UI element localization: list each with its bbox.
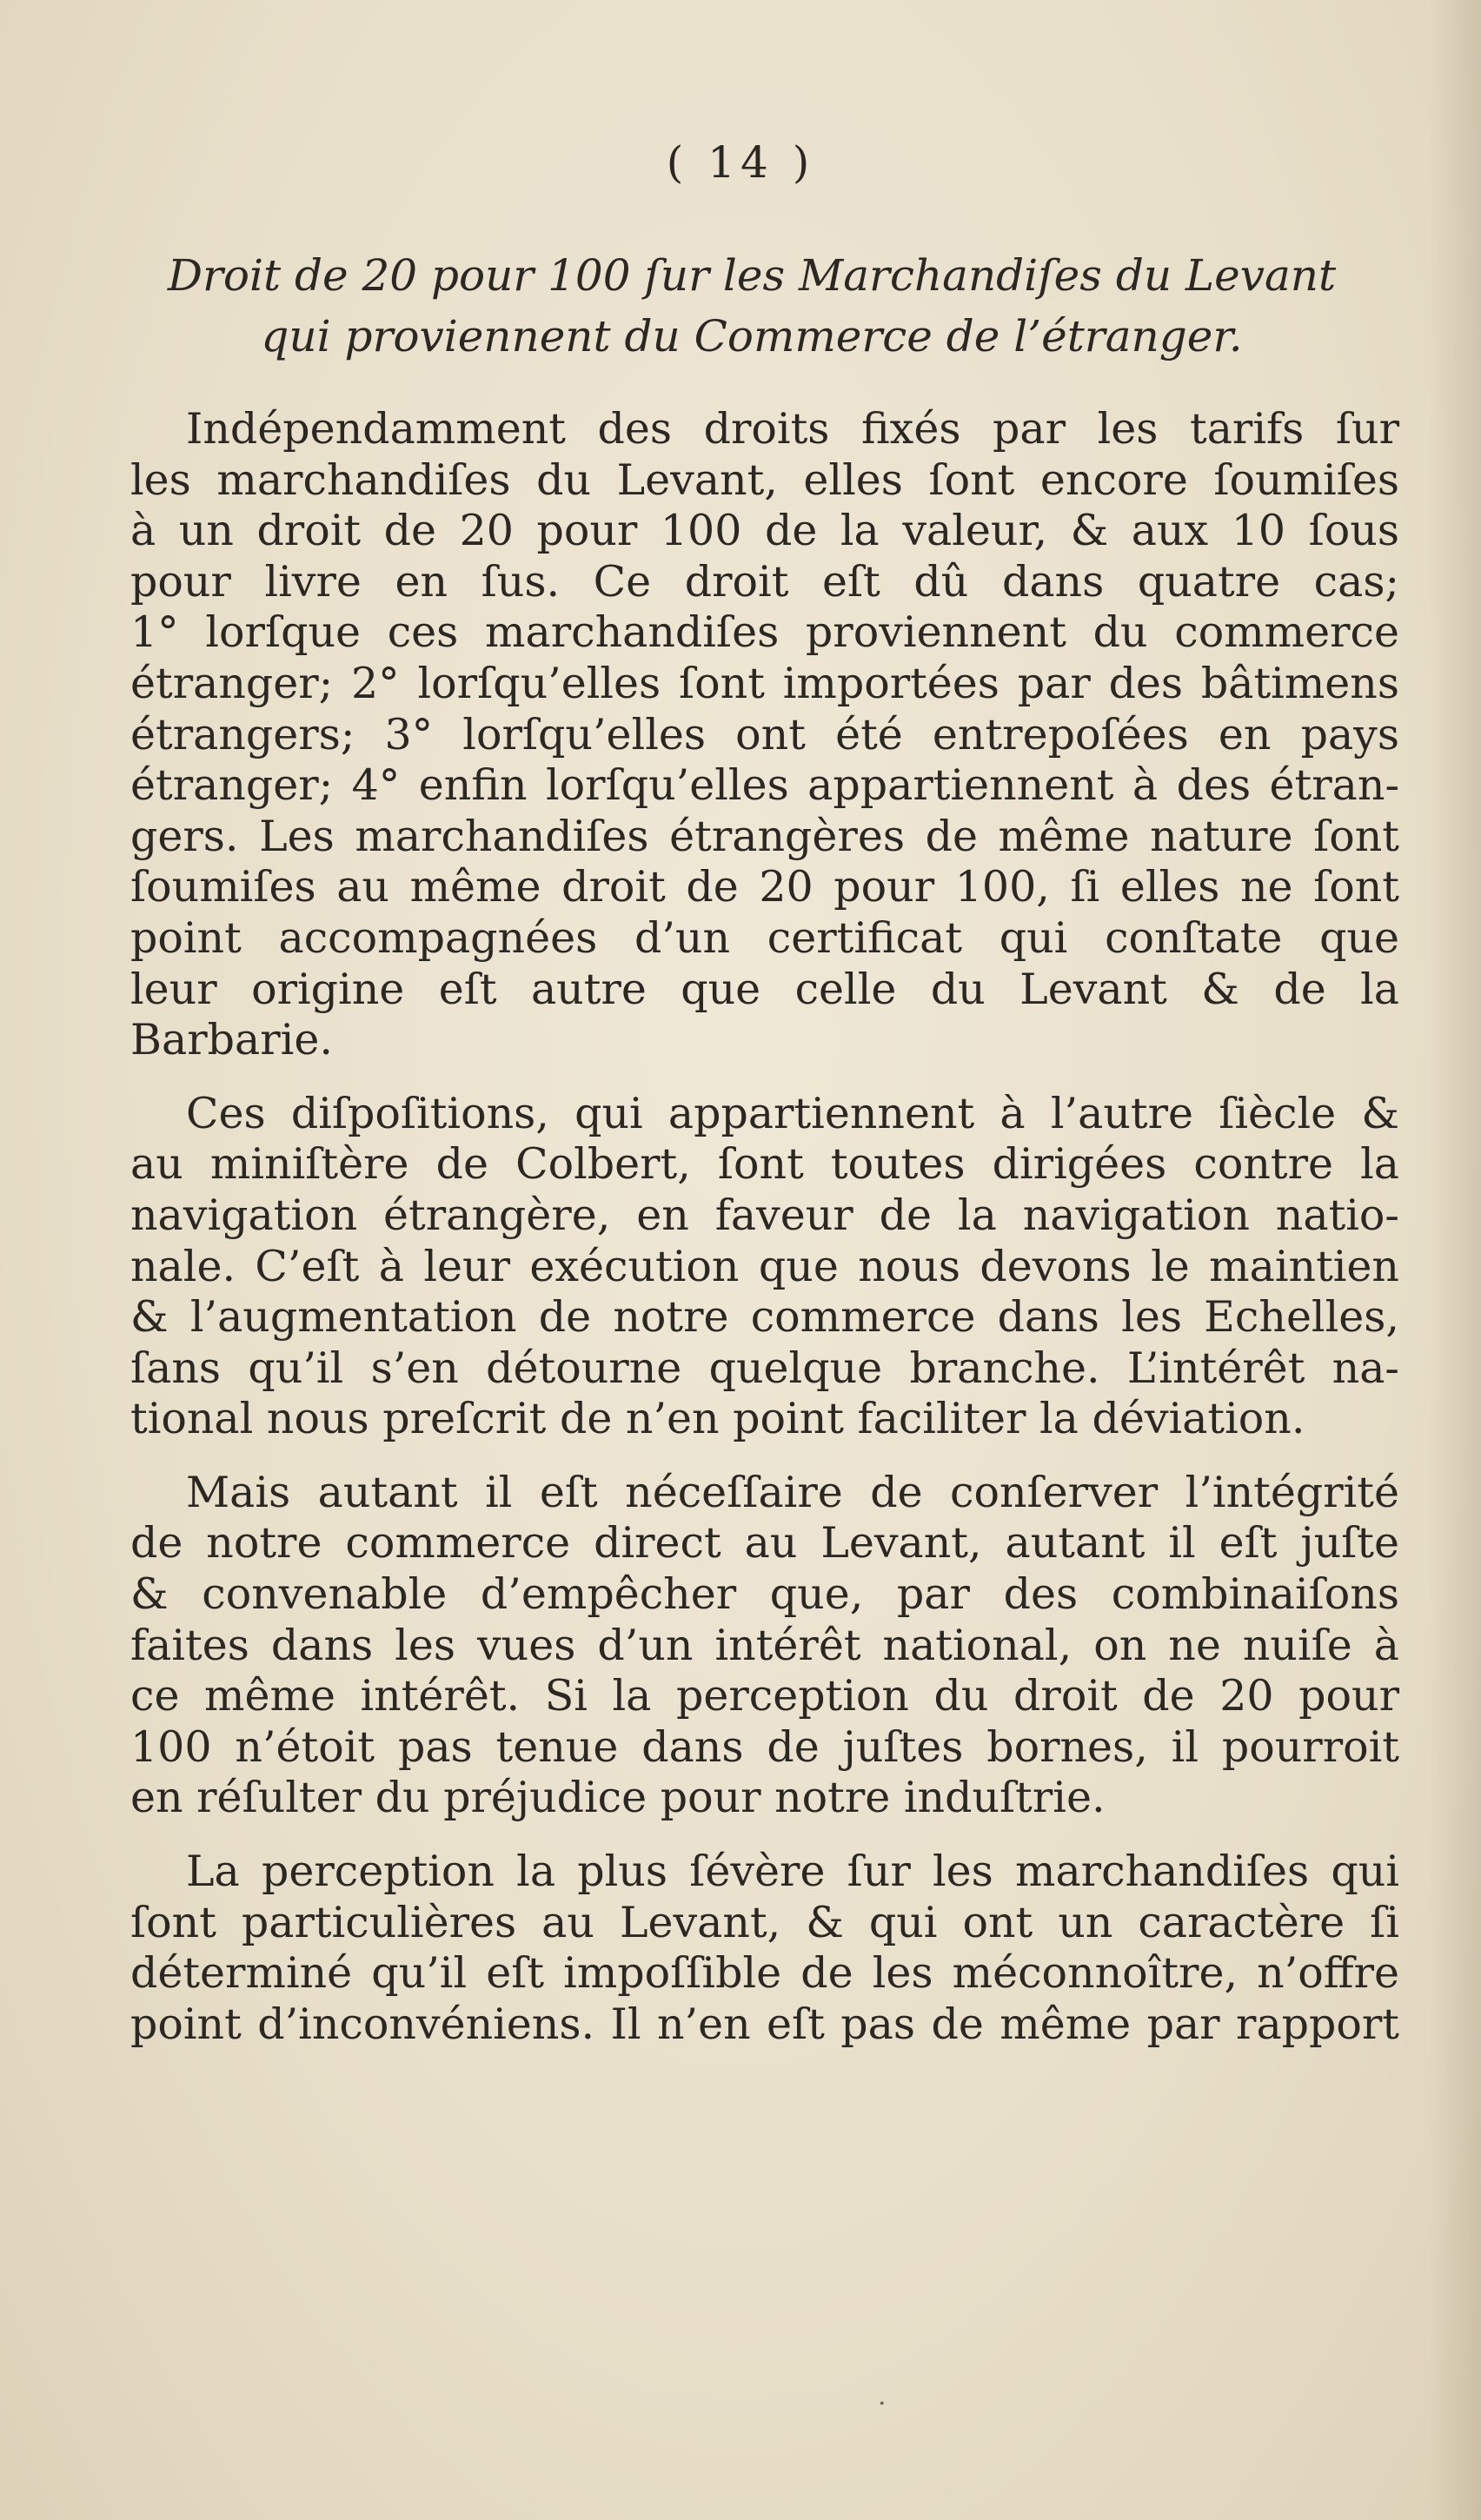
paragraph — [130, 1847, 1399, 2050]
page-number: ( 14 ) — [666, 137, 815, 188]
text-line: les marchandiſes du Levant, elles ſont encore ſoumiſes — [130, 454, 1399, 505]
text-line: en réſulter du préjudice pour notre induſtrie. — [130, 1773, 1106, 1823]
heading-line: qui proviennent du Commerce de l’étranger. — [261, 311, 1243, 361]
text-line: à un droit de 20 pour 100 de la valeur, & aux 10 ſous — [130, 506, 1399, 556]
text-line: Ces diſpoſitions, qui appartiennent à l’autre ſiècle & — [186, 1088, 1399, 1138]
text-line: tional nous preſcrit de n’en point faciliter la déviation. — [130, 1394, 1305, 1444]
text-line: ſans qu’il s’en détourne quelque branche. L’intérêt na- — [130, 1343, 1399, 1393]
text-line: 1° lorſque ces marchandiſes proviennent du commerce — [130, 607, 1399, 658]
page-edge-shadow — [1429, 0, 1481, 2520]
text-line: nale. C’eſt à leur exécution que nous devons le maintien — [130, 1241, 1399, 1291]
text-line: & l’augmentation de notre commerce dans les Echelles, — [130, 1292, 1399, 1343]
text-line: & convenable d’empêcher que, par des combinaiſons — [130, 1569, 1399, 1620]
text-line: étranger; 2° lorſqu’elles ſont importées par des bâtimens — [130, 658, 1399, 708]
text-line: faites dans les vues d’un intérêt national, on ne nuiſe à — [130, 1620, 1399, 1670]
text-line: 100 n’étoit pas tenue dans de juſtes bornes, il pourroit — [130, 1721, 1399, 1772]
text-line: point d’inconvéniens. Il n’en eſt pas de même par rapport — [130, 1999, 1399, 2049]
text-line: étranger; 4° enfin lorſqu’elles appartiennent à des étran- — [130, 760, 1399, 811]
stray-ink-mark: . — [878, 2381, 887, 2411]
section-heading — [122, 245, 1382, 367]
text-line: ce même intérêt. Si la perception du droit de 20 pour — [130, 1671, 1399, 1721]
text-line: ſoumiſes au même droit de 20 pour 100, ſi elles ne ſont — [130, 862, 1399, 912]
body-text — [130, 404, 1399, 2050]
text-line: pour livre en ſus. Ce droit eſt dû dans quatre cas; — [130, 556, 1399, 607]
text-line: ſont particulières au Levant, & qui ont un caractère ſi — [130, 1897, 1399, 1947]
text-line: La perception la plus ſévère ſur les marchandiſes qui — [186, 1847, 1399, 1897]
text-line: Mais autant il eſt néceſſaire de conſerver l’intégrité — [186, 1467, 1399, 1517]
text-line: point accompagnées d’un certificat qui conſtate que — [130, 912, 1399, 963]
text-line: de notre commerce direct au Levant, autant il eſt juſte — [130, 1518, 1399, 1568]
text-line: au miniſtère de Colbert, ſont toutes dirigées contre la — [130, 1139, 1399, 1190]
text-line: étrangers; 3° lorſqu’elles ont été entrepoſées en pays — [130, 709, 1399, 759]
text-line: Barbarie. — [130, 1015, 333, 1065]
paragraph — [130, 404, 1399, 1066]
paragraph — [130, 1089, 1399, 1445]
text-line: leur origine eſt autre que celle du Levant & de la — [130, 964, 1399, 1014]
text-line: Indépendamment des droits fixés par les tarifs ſur — [186, 404, 1399, 454]
paragraph — [130, 1468, 1399, 1824]
text-line: navigation étrangère, en faveur de la navigation natio- — [130, 1190, 1399, 1240]
text-line: déterminé qu’il eſt impoſſible de les méconnoître, n’offre — [130, 1948, 1399, 1999]
text-line: gers. Les marchandiſes étrangères de même nature ſont — [130, 811, 1399, 861]
heading-line: Droit de 20 pour 100 ſur les Marchandiſes du Levant — [167, 250, 1337, 301]
